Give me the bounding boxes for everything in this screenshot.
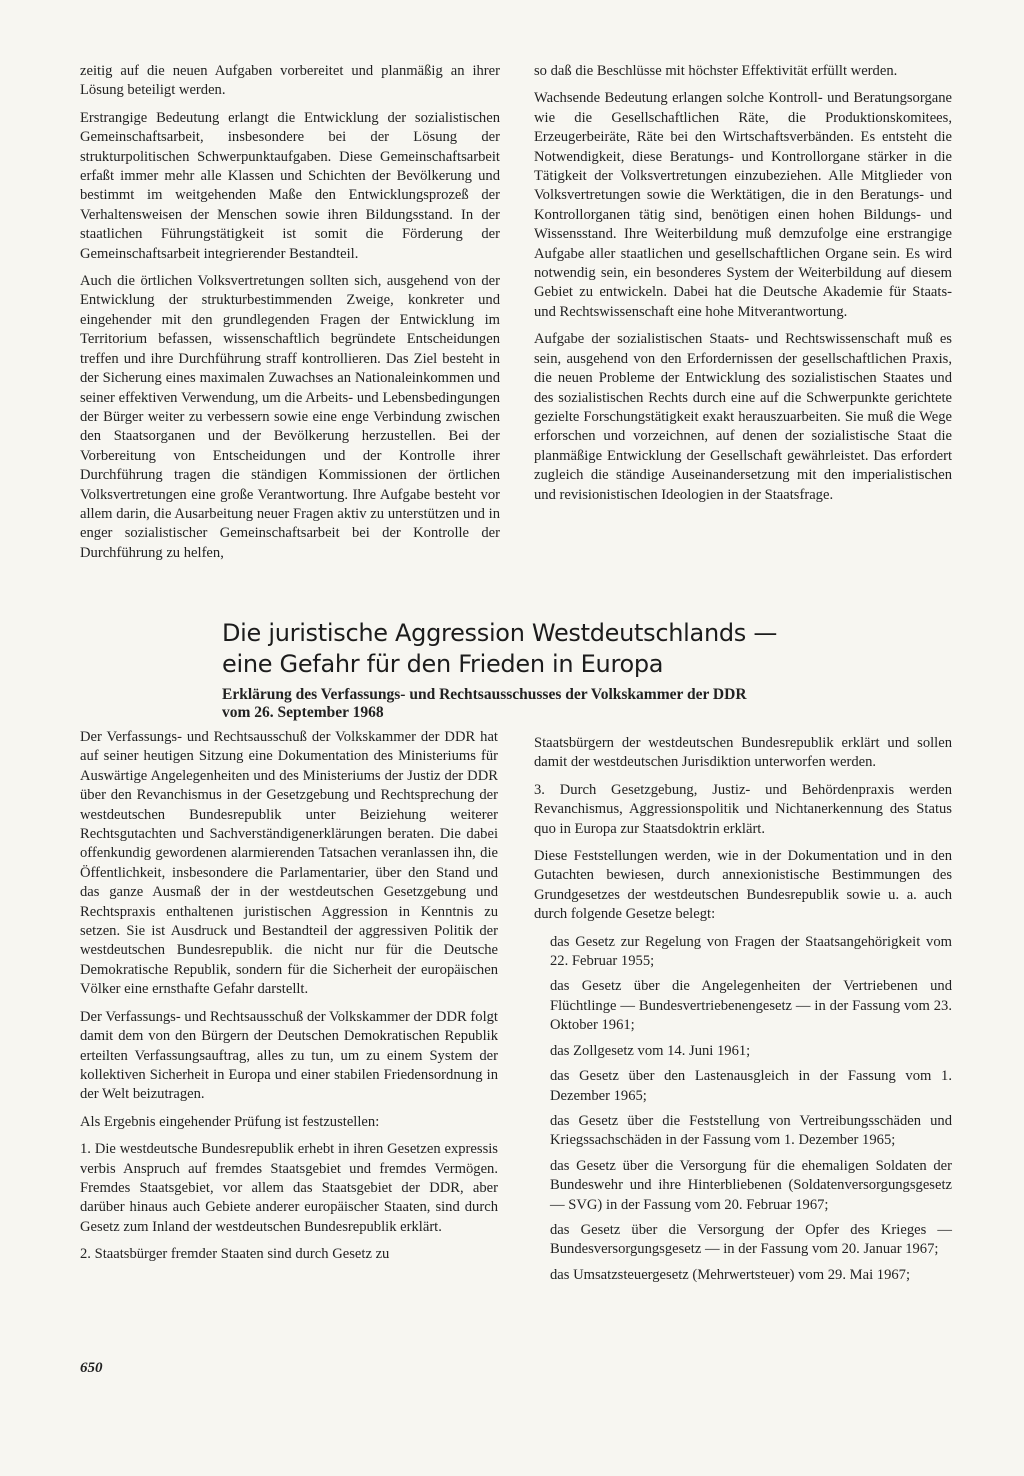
heading-line: eine Gefahr für den Frieden in Europa	[222, 650, 664, 678]
article-subheading	[222, 686, 942, 722]
paragraph: 2. Staatsbürger fremder Staaten sind durch Gesetz zu	[80, 1246, 390, 1263]
paragraph: zeitig auf die neuen Aufgaben vorbereitet und planmäßig an ihrer Lösung beteiligt werden.	[80, 63, 500, 99]
list-item: das Gesetz über den Lastenausgleich in der Fassung vom 1. Dezember 1965;	[550, 1068, 952, 1104]
subheading-line: Erklärung des Verfassungs- und Rechtsausschusses der Volkskammer der DDR	[222, 686, 747, 703]
list-item: das Umsatzsteuergesetz (Mehrwertsteuer) vom 29. Mai 1967;	[550, 1266, 911, 1283]
page-number: 650	[80, 1360, 103, 1376]
article-heading	[222, 618, 922, 680]
list-item: das Gesetz über die Versorgung für die ehemaligen Soldaten der Bundeswehr und ihre Hinterbliebenen (Soldatenversorgungsgesetz — SVG) in der Fassung vom 20. Februar 1967;	[550, 1157, 952, 1213]
paragraph: Erstrangige Bedeutung erlangt die Entwicklung der sozialistischen Gemeinschaftsarbeit, insbesondere bei der Lösung der strukturpolitischen Schwerpunktaufgaben. Diese Gemeinschaftsarbeit erfaßt immer mehr alle Klassen und Schichten der Bevölkerung und bestimmt im weitgehenden Maße den Entwicklungsprozeß der Verhaltensweisen der Menschen sowie ihren Bildungsstand. In der staatlichen Führungstätigkeit ist somit die Förderung der Gemeinschaftsarbeit integrierender Bestandteil.	[80, 109, 500, 262]
paragraph: 1. Die westdeutsche Bundesrepublik erhebt in ihren Gesetzen expressis verbis Anspruch auf fremdes Staatsgebiet und fremdes Vermögen. Fremdes Staatsgebiet, vor allem das Staatsgebiet der DDR, aber darüber hinaus auch Gebiete anderer europäischer Staaten, sind durch Gesetz zum Inland der westdeutschen Bundesrepublik erklärt.	[80, 1141, 498, 1235]
paragraph: Der Verfassungs- und Rechtsausschuß der Volkskammer der DDR folgt damit dem von den Bürgern der Deutschen Demokratischen Republik erteilten Verfassungsauftrag, alles zu tun, um zu einem System der kollektiven Sicherheit in Europa und einer stabilen Friedensordnung in der Welt beizutragen.	[80, 1008, 498, 1103]
paragraph: Diese Feststellungen werden, wie in der Dokumentation und in den Gutachten bewiesen, durch annexionistische Bestimmungen des Grundgesetzes der westdeutschen Bundesrepublik sowie u. a. auch durch folgende Gesetze belegt:	[534, 848, 952, 923]
paragraph: Der Verfassungs- und Rechtsausschuß der Volkskammer der DDR hat auf seiner heutigen Sitzung eine Dokumentation des Ministeriums für Auswärtige Angelegenheiten und des Ministeriums der Justiz der DDR über den Revanchismus in der Gesetzgebung und Rechtsprechung der westdeutschen Bundesrepublik unter Beiziehung weiterer Rechtsgutachten und Sachverständigenerklärungen beraten. Die dabei offenkundig gewordenen alarmierenden Tatsachen veranlassen ihn, die Öffentlichkeit, insbesondere die Parlamentarier, über den Stand und das ganze Ausmaß der in der westdeutschen Gesetzgebung und Rechtspraxis enthaltenen juristischen Aggression in Kenntnis zu setzen. Sie ist Ausdruck und Bestandteil der aggressiven Politik der westdeutschen Bundesrepublik. die nicht nur für die Deutsche Demokratische Republik, sondern für die Sicherheit der europäischen Völker eine ernsthafte Gefahr darstellt.	[80, 729, 498, 998]
text-column-bottom-left	[80, 728, 498, 1273]
list-item: das Gesetz über die Feststellung von Vertreibungsschäden und Kriegssachschäden in der Fassung vom 1. Dezember 1965;	[550, 1112, 952, 1149]
text-column-top-left	[80, 62, 500, 571]
paragraph: Wachsende Bedeutung erlangen solche Kontroll- und Beratungsorgane wie die Gesellschaftlichen Räte, die Produktionskomitees, Erzeugerbeiräte, Räte bei den Wirtschaftsverbänden. Es entsteht die Notwendigkeit, diese Beratungs- und Kontrollorgane stärker in die Tätigkeit der Volksvertretungen einzubeziehen. Alle Mitglieder von Volksvertretungen sowie die Werktätigen, die in den Beratungs- und Kontrollorganen tätig sind, benötigen einen hohen Bildungs- und Wissensstand. Ihre Weiterbildung muß demzufolge eine erstrangige Aufgabe aller staatlichen und gesellschaftlichen Organe sein. Es wird notwendig sein, ein besonderes System der Weiterbildung auf diesem Gebiet zu entwickeln. Dabei hat die Deutsche Akademie für Staats- und Rechtswissenschaft eine hohe Mitverantwortung.	[534, 90, 952, 320]
text-column-bottom-right	[534, 734, 952, 1291]
paragraph: Als Ergebnis eingehender Prüfung ist festzustellen:	[80, 1113, 380, 1130]
list-item: das Gesetz zur Regelung von Fragen der Staatsangehörigkeit vom 22. Februar 1955;	[550, 933, 952, 970]
list-item: das Gesetz über die Versorgung der Opfer des Krieges — Bundesversorgungsgesetz — in der Fassung vom 20. Januar 1967;	[550, 1221, 952, 1258]
paragraph: 3. Durch Gesetzgebung, Justiz- und Behördenpraxis werden Revanchismus, Aggressionspolitik und Nichtanerkennung des Status quo in Europa zur Staatsdoktrin erklärt.	[534, 781, 952, 837]
subheading-line: vom 26. September 1968	[222, 704, 384, 721]
heading-line: Die juristische Aggression Westdeutschlands —	[222, 619, 778, 647]
paragraph: Auch die örtlichen Volksvertretungen sollten sich, ausgehend von der Entwicklung der strukturbestimmenden Zweige, konkreter und eingehender mit den grundlegenden Fragen der Entwicklung im Territorium befassen, wissenschaftlich begründete Entscheidungen treffen und ihre Durchführung straff kontrollieren. Das Ziel besteht in der Sicherung eines maximalen Zuwachses an Nationaleinkommen und seiner effektiven Verwendung, um die Arbeits- und Lebensbedingungen der Bürger weiter zu verbessern sowie eine enge Verbindung zwischen den Staatsorganen und der Bevölkerung herzustellen. Bei der Vorbereitung von Entscheidungen und der Kontrolle ihrer Durchführung tragen die ständigen Kommissionen der örtlichen Volksvertretungen eine große Verantwortung. Ihre Aufgabe besteht vor allem darin, die Ausarbeitung neuer Fragen aktiv zu unterstützen und in enger sozialistischer Gemeinschaftsarbeit bei der Kontrolle der Durchführung zu helfen,	[80, 273, 500, 561]
text-column-top-right	[534, 62, 952, 513]
list-item: das Gesetz über die Angelegenheiten der Vertriebenen und Flüchtlinge — Bundesvertriebenengesetz — in der Fassung vom 23. Oktober 1961;	[550, 978, 952, 1034]
law-list	[534, 933, 952, 1286]
paragraph: Aufgabe der sozialistischen Staats- und Rechtswissenschaft muß es sein, ausgehend von den Erfordernissen der gesellschaftlichen Praxis, die neuen Probleme der Entwicklung des sozialistischen Staates und des sozialistischen Rechts durch eine auf die Schwerpunkte gerichtete gezielte Forschungstätigkeit exakt herauszuarbeiten. Sie muß die Wege erforschen und vorzeichnen, auf denen der sozialistische Staat die planmäßige Entwicklung der Gesellschaft gewährleistet. Das erfordert zugleich die ständige Auseinandersetzung mit den imperialistischen und revisionistischen Ideologien in der Staatsfrage.	[534, 331, 952, 503]
paragraph: Staatsbürgern der westdeutschen Bundesrepublik erklärt und sollen damit der westdeutschen Jurisdiktion unterworfen werden.	[534, 735, 952, 771]
paragraph: so daß die Beschlüsse mit höchster Effektivität erfüllt werden.	[534, 63, 898, 79]
list-item: das Zollgesetz vom 14. Juni 1961;	[550, 1042, 751, 1059]
